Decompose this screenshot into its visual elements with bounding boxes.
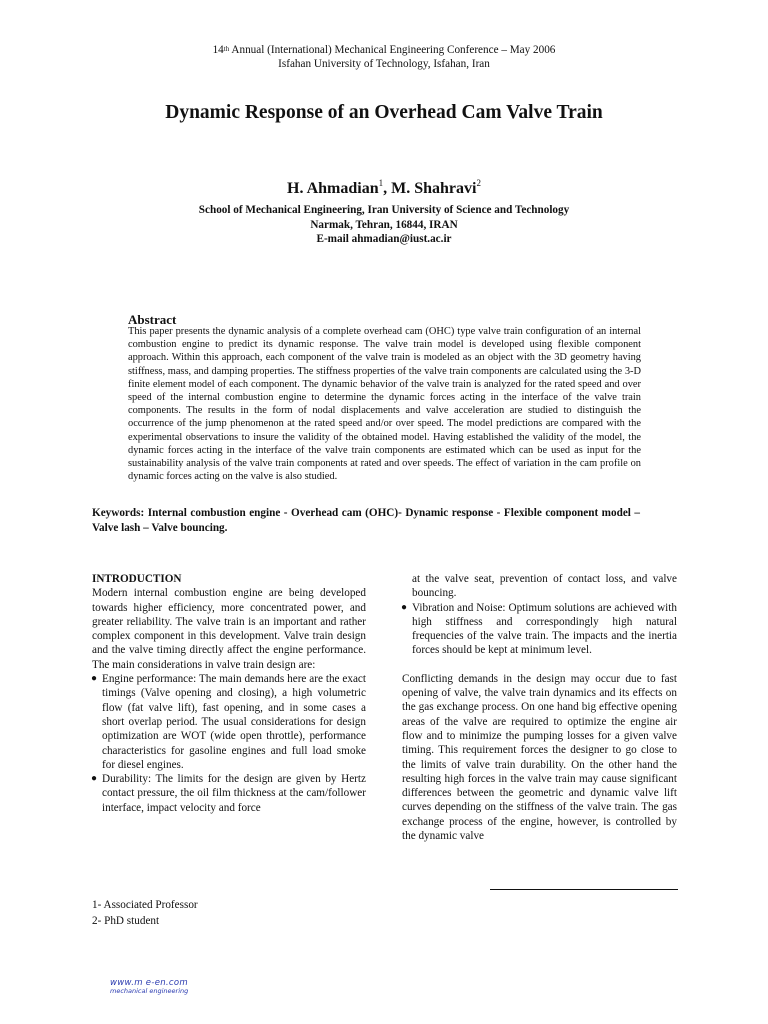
footnote-divider bbox=[490, 889, 678, 890]
footnote-2: 2- PhD student bbox=[92, 915, 160, 927]
considerations-list bbox=[92, 672, 366, 815]
author-line bbox=[0, 180, 768, 198]
author-separator: , bbox=[383, 180, 392, 197]
bullet-durability: Durability: The limits for the design are given by Hertz contact pressure, the oil film thickness at the cam/follower interface, impact velocity and force bbox=[102, 773, 366, 814]
left-column bbox=[92, 572, 366, 815]
site-logo[interactable] bbox=[110, 978, 188, 995]
considerations-list-continued bbox=[402, 572, 677, 658]
bullet-engine-performance: Engine performance: The main demands here are the exact timings (Valve opening and closing), a high volumetric flow (fat valve lift), fast opening, and in some cases a short overlap period. The usual considerations for design optimization are WOT (wide open throttle), performance characteristics for gasoline engines and full load smoke for diesel engines. bbox=[102, 673, 366, 771]
intro-paragraph-1: Modern internal combustion engine are being developed towards higher efficiency, more concentrated power, and greater reliability. The valve train is an important and rather complex component in this development. Valve train design and the valve timing directly affect the engine performance. The main considerations in valve train design are: bbox=[92, 587, 366, 671]
list-item bbox=[92, 772, 366, 815]
list-item bbox=[402, 601, 677, 658]
affiliation-line-2: Narmak, Tehran, 16844, IRAN bbox=[310, 218, 458, 231]
logo-tagline: mechanical engineering bbox=[110, 987, 189, 995]
introduction-heading: INTRODUCTION bbox=[92, 573, 182, 585]
intro-paragraph-2: Conflicting demands in the design may occur due to fast opening of valve, the valve train dynamics and its effects on the gas exchange process. On one hand big effective opening areas of the valve are required to optimize the engine air flow and to minimize the pumping losses for a given valve timing. This requirement forces the designer to go close to the limits of valve train durability. On the other hand the resulting high forces in the valve train may cause significant differences between the geometric and dynamic valve lift curves depending on the stiffness of the valve train. The gas exchange process of the engine, however, is controlled by the dynamic valve bbox=[402, 672, 677, 843]
list-item bbox=[402, 572, 677, 601]
right-column bbox=[402, 572, 677, 843]
affiliation-line-1: School of Mechanical Engineering, Iran University of Science and Technology bbox=[198, 204, 570, 216]
bullet-vibration-noise: Vibration and Noise: Optimum solutions are achieved with high stiffness and correspondingly high natural frequencies of the valve train. The impacts and the inertia forces should be kept at minimum level. bbox=[412, 601, 677, 657]
abstract-heading: Abstract bbox=[128, 312, 177, 327]
affiliation-block bbox=[0, 203, 768, 247]
keywords: Keywords: Internal combustion engine - Overhead cam (OHC)- Dynamic response - Flexible component model – Valve lash – Valve bouncing. bbox=[92, 507, 640, 534]
paper-title: Dynamic Response of an Overhead Cam Valve Train bbox=[165, 102, 603, 123]
author-1-marker: 1 bbox=[378, 178, 384, 188]
conference-header bbox=[0, 44, 768, 71]
logo-url: www.m e-en.com bbox=[110, 978, 188, 988]
author-1: H. Ahmadian bbox=[287, 180, 379, 197]
conference-location: Isfahan University of Technology, Isfahan, Iran bbox=[278, 57, 490, 70]
author-2: M. Shahravi bbox=[391, 180, 477, 197]
conference-number-suffix: th bbox=[223, 45, 230, 53]
conference-name: Annual (International) Mechanical Engineering Conference – May 2006 bbox=[229, 44, 556, 56]
bullet-icon: ● bbox=[401, 601, 408, 613]
footnote-1: 1- Associated Professor bbox=[92, 899, 198, 911]
abstract-text: This paper presents the dynamic analysis of a complete overhead cam (OHC) type valve train configuration of an internal combustion engine to predict its dynamic response. The valve train model is developed using flexible component approach. Within this approach, each component of the valve train is modeled as an object with the 3D geometry having stiffness, mass, and damping properties. The stiffness properties of the valve train components are calculated using the 3-D finite element model of each component. The dynamic behavior of the valve train is analyzed for the rated speed and over speed of the internal combustion engine to determine the dynamic forces acting in the interface of the valve train components. The results in the form of nodal displacements and valve acceleration are studied to distinguish the occurrence of the jump phenomenon at the rated speed and/or over speed. The model predictions are compared with the experimental observations to insure the validity of the obtained model. Having established the validity of the model, the dynamic forces acting in the interface of the valve train components are estimated which can be used as input for the sustainability analysis of the valve train components at rated and over speeds. The effect of variation in the cam profile on dynamic forces acting on the valve is also studied. bbox=[128, 326, 641, 483]
bullet-icon: ● bbox=[91, 673, 98, 685]
conference-number: 14 bbox=[212, 44, 224, 56]
bullet-durability-continued: at the valve seat, prevention of contact loss, and valve bouncing. bbox=[412, 573, 677, 600]
bullet-icon: ● bbox=[91, 773, 98, 785]
affiliation-email[interactable]: E-mail ahmadian@iust.ac.ir bbox=[316, 233, 452, 245]
list-item bbox=[92, 672, 366, 772]
author-2-marker: 2 bbox=[476, 178, 481, 188]
footnotes bbox=[92, 897, 198, 929]
